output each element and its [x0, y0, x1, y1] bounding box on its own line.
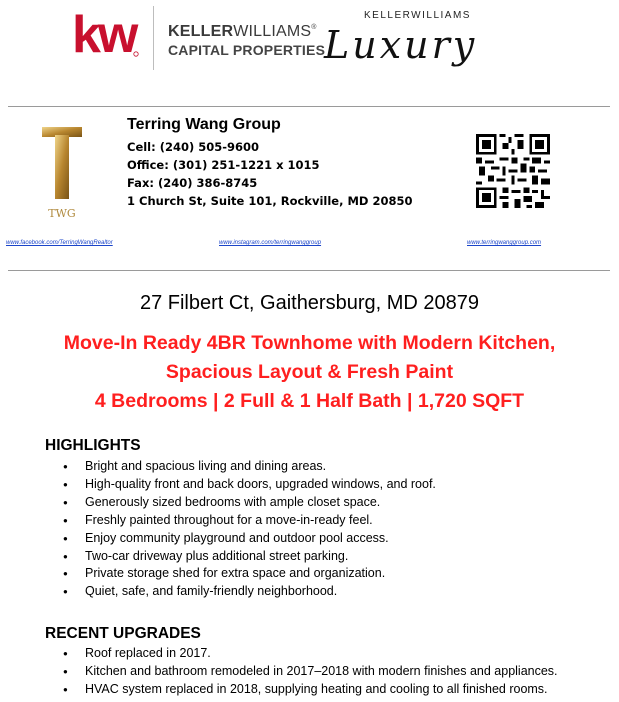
list-item: ● Enjoy community playground and outdoor pool access. — [63, 530, 436, 548]
logo-divider — [153, 6, 154, 70]
contact-divider — [8, 270, 610, 271]
list-item: ● Quiet, safe, and family-friendly neighborhood. — [63, 583, 436, 601]
list-item: ● Private storage shed for extra space and organization. — [63, 565, 436, 583]
list-item: ● High-quality front and back doors, upgraded windows, and roof. — [63, 476, 436, 494]
instagram-link[interactable]: www.instagram.com/terringwanggroup — [219, 240, 322, 246]
twg-logo-letters: TWG — [48, 207, 76, 220]
kw-luxury-logo — [324, 10, 477, 67]
website-link[interactable]: www.terringwanggroup.com — [467, 240, 542, 246]
property-address: 27 Filbert Ct, Gaithersburg, MD 20879 — [139, 292, 480, 314]
kwcp-capital-properties: CAPITAL PROPERTIES — [168, 42, 326, 58]
kw-logo — [72, 10, 140, 60]
list-item: ● Bright and spacious living and dining areas. — [63, 458, 436, 476]
lux-kellerwilliams: KELLERWILLIAMS — [364, 10, 471, 21]
list-item: ● Freshly painted throughout for a move-in-ready feel. — [63, 512, 436, 530]
highlights-list — [63, 458, 436, 601]
facebook-link[interactable]: www.facebook.com/TerringWangRealtor — [6, 240, 113, 246]
office-phone: Office: (301) 251-1221 x 1015 — [127, 158, 320, 172]
upgrades-title: RECENT UPGRADES — [45, 625, 201, 642]
contact-block — [127, 116, 412, 210]
cell-phone: Cell: (240) 505-9600 — [127, 140, 260, 154]
fax-number: Fax: (240) 386-8745 — [127, 176, 258, 190]
qr-code-icon — [476, 134, 550, 208]
twg-logo — [40, 127, 84, 221]
upgrades-list — [63, 645, 558, 699]
headline-line-3: 4 Bedrooms | 2 Full & 1 Half Bath | 1,720 SQFT — [94, 390, 525, 412]
office-address: 1 Church St, Suite 101, Rockville, MD 20850 — [127, 194, 413, 208]
kw-logo-text: kw — [72, 10, 136, 60]
list-item: ● Roof replaced in 2017. — [63, 645, 558, 663]
listing-headline — [0, 329, 619, 416]
highlights-title: HIGHLIGHTS — [45, 437, 141, 454]
list-item: ● Generously sized bedrooms with ample closet space. — [63, 494, 436, 512]
list-item: ● Two-car driveway plus additional street parking. — [63, 548, 436, 566]
group-name: Terring Wang Group — [127, 116, 281, 133]
kw-capital-properties-logo: KELLERWILLIAMS® CAPITAL PROPERTIES — [168, 23, 326, 58]
headline-line-2: Spacious Layout & Fresh Paint — [165, 361, 454, 383]
kwcp-williams: WILLIAMS — [233, 23, 312, 40]
lux-luxury: Luxury — [324, 23, 478, 67]
top-divider — [8, 106, 610, 107]
list-item: ● Kitchen and bathroom remodeled in 2017–2018 with modern finishes and appliances. — [63, 663, 558, 681]
kwcp-keller: KELLER — [168, 23, 234, 40]
headline-line-1: Move-In Ready 4BR Townhome with Modern Kitchen, — [63, 332, 556, 354]
list-item: ● HVAC system replaced in 2018, supplying heating and cooling to all finished rooms. — [63, 681, 558, 699]
